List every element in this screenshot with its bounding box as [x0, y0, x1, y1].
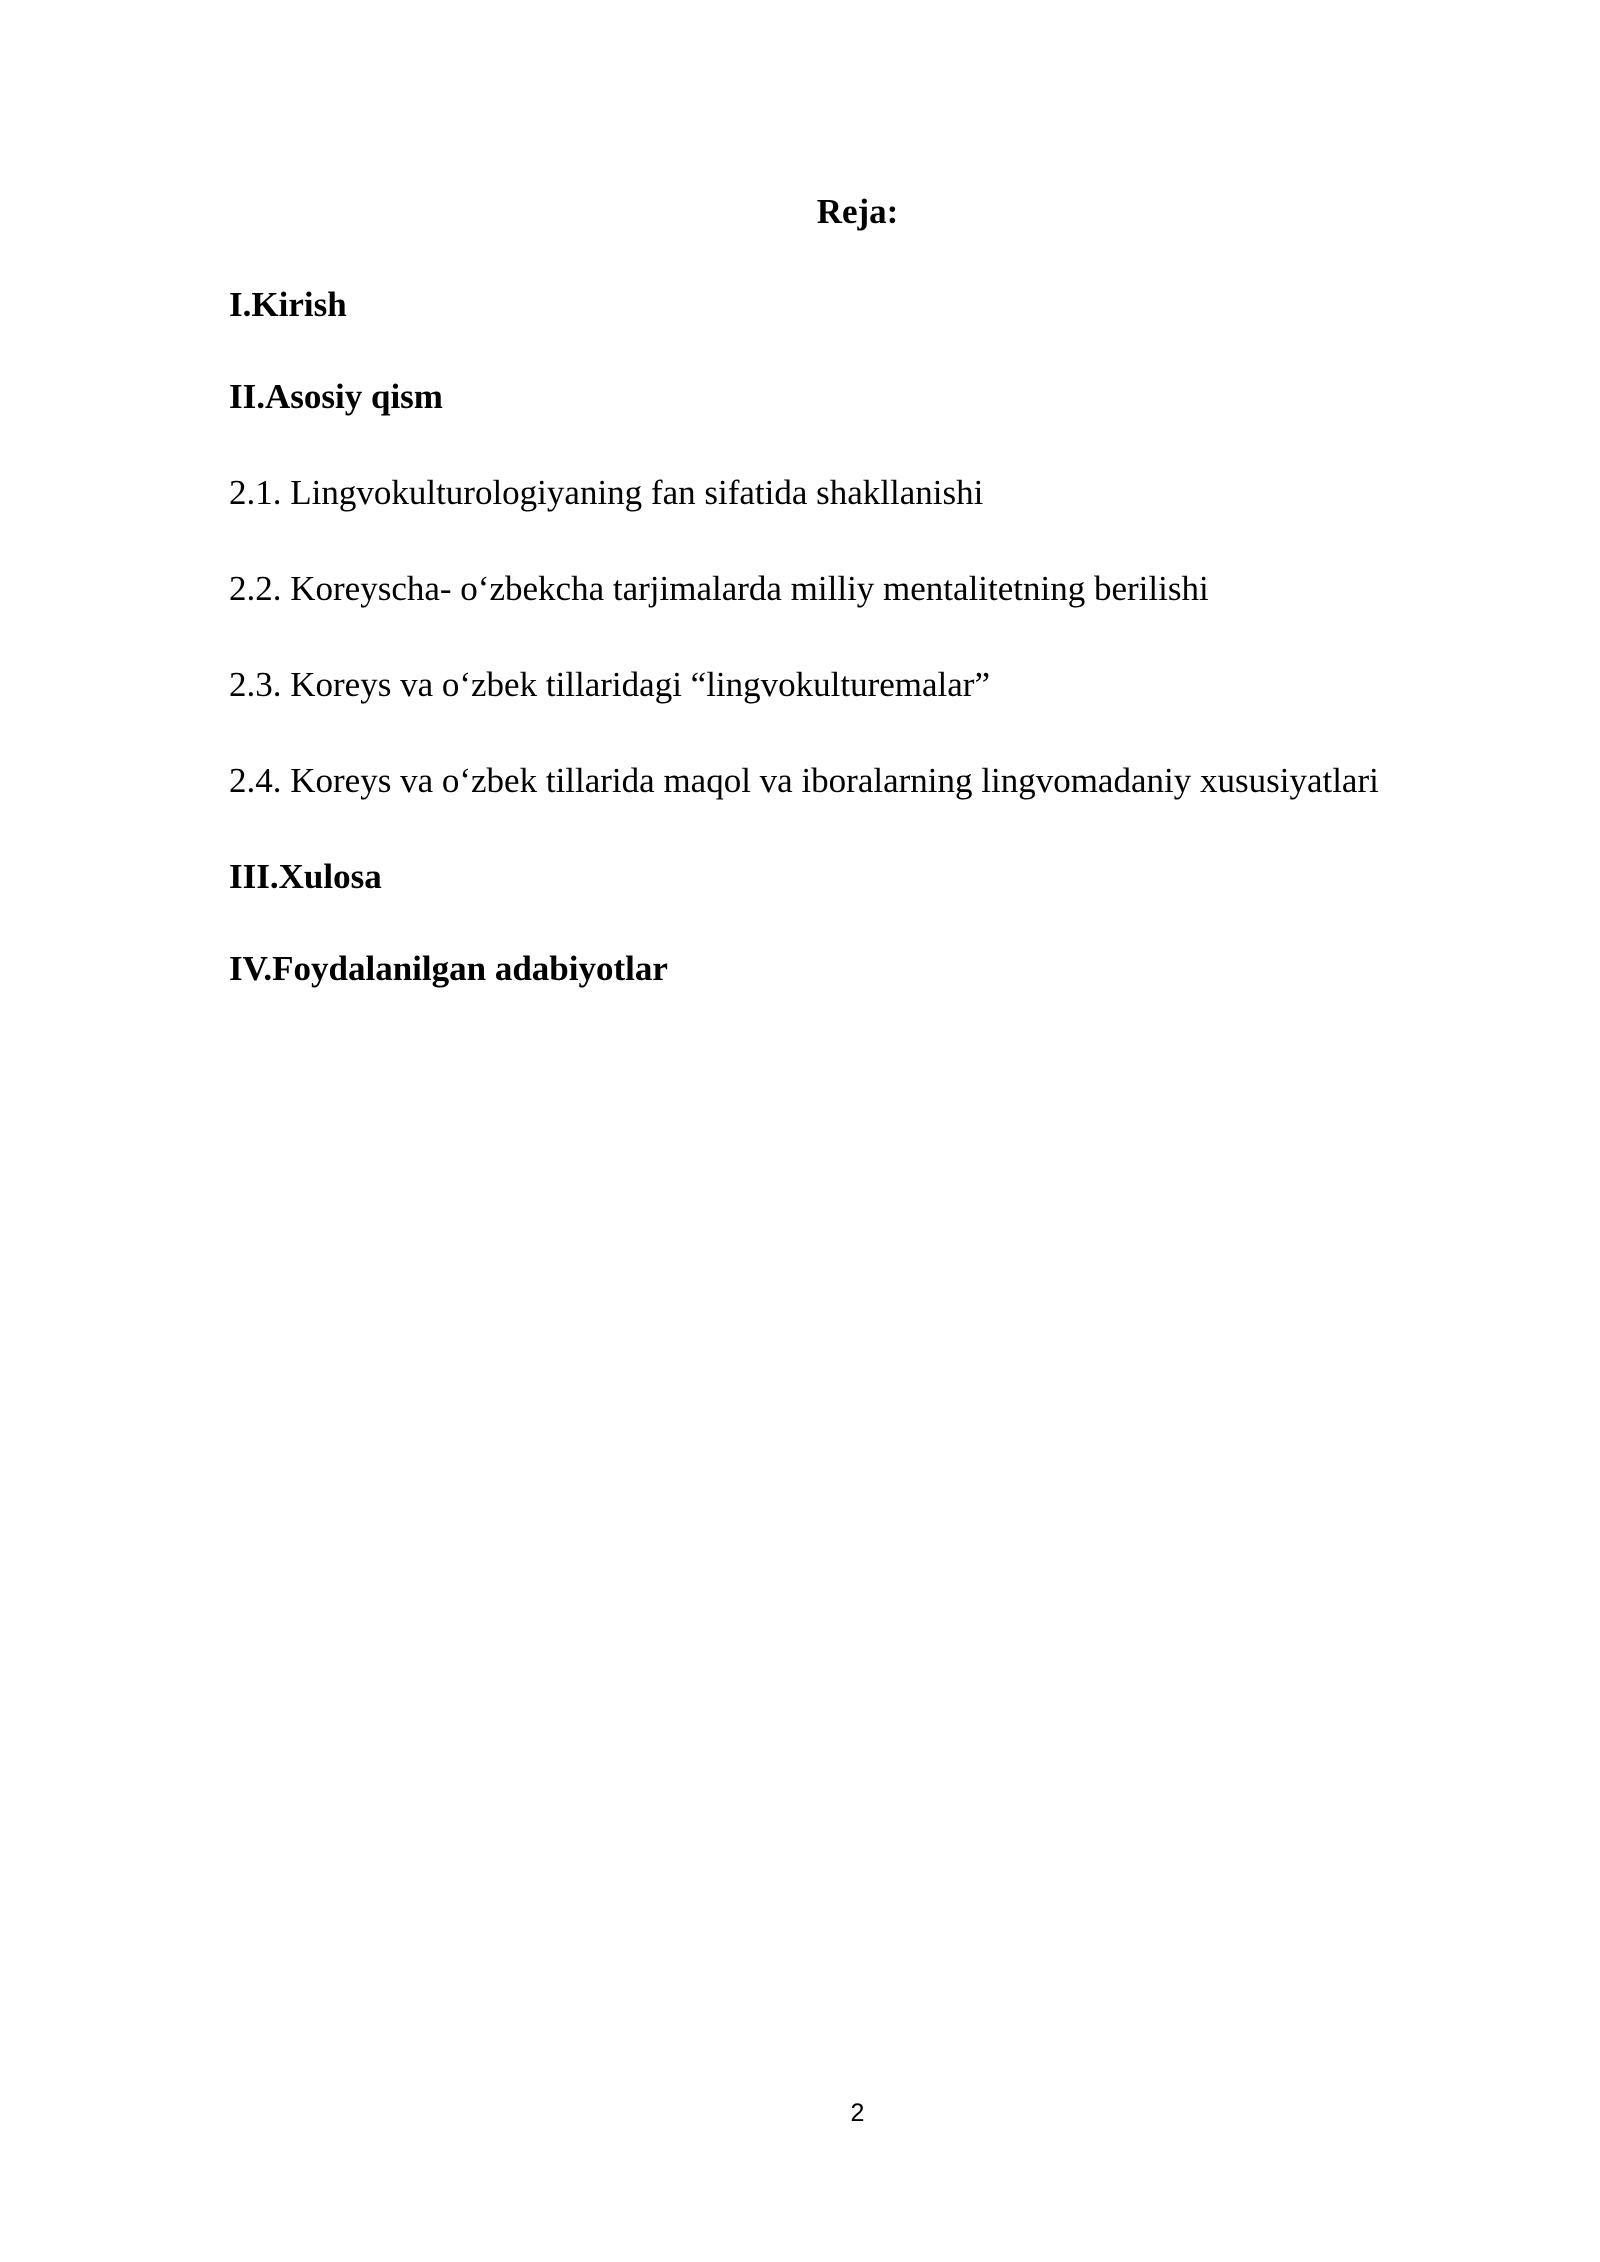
outline-item-section-2-3: 2.3. Koreys va o‘zbek tillaridagi “lingvokulturemalar” [229, 665, 990, 704]
page-number: 2 [850, 2099, 865, 2127]
outline-item-conclusion: III.Xulosa [229, 857, 382, 896]
outline-item-section-2-1: 2.1. Lingvokulturologiyaning fan sifatida shakllanishi [229, 473, 984, 512]
outline-item-intro: I.Kirish [229, 285, 347, 324]
page-title: Reja: [816, 192, 899, 231]
outline-item-main-part: II.Asosiy qism [229, 377, 443, 416]
outline-item-section-2-2: 2.2. Koreyscha- o‘zbekcha tarjimalarda milliy mentalitetning berilishi [229, 569, 1209, 608]
outline-item-section-2-4: 2.4. Koreys va o‘zbek tillarida maqol va iboralarning lingvomadaniy xususiyatlari [229, 761, 1379, 800]
outline-item-references: IV.Foydalanilgan adabiyotlar [229, 949, 668, 988]
